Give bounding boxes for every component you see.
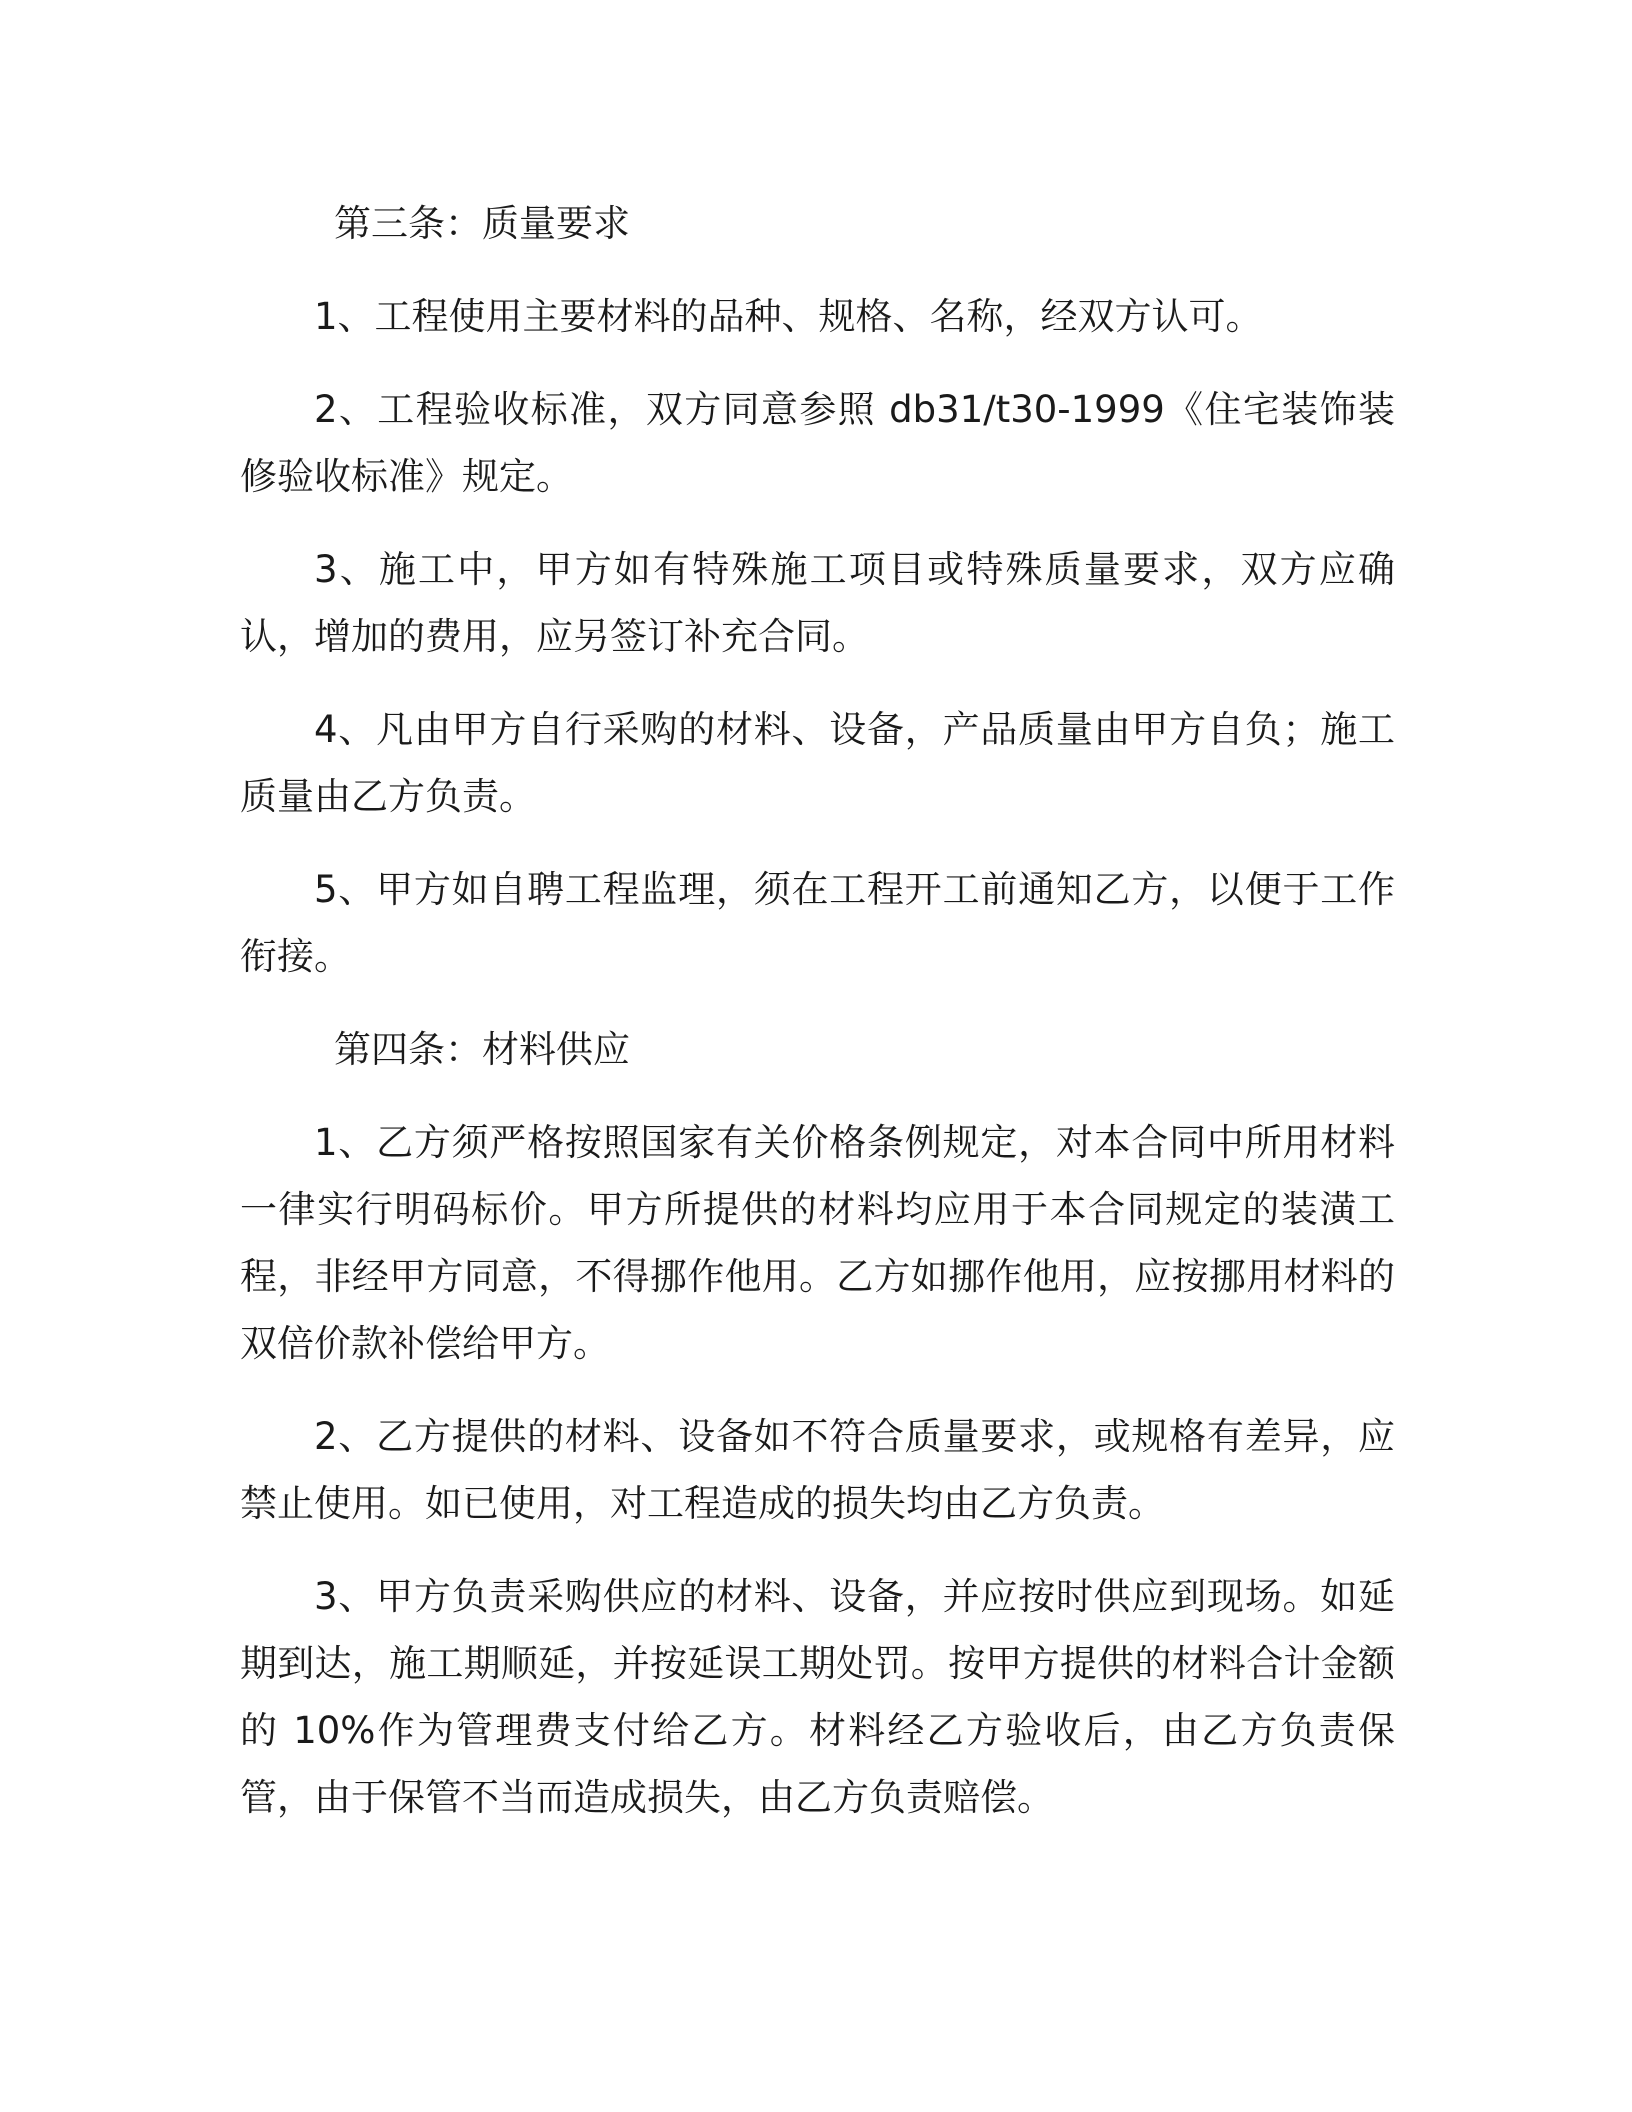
paragraph: 3、甲方负责采购供应的材料、设备，并应按时供应到现场。如延期到达，施工期顺延，并按延误工期处罚。按甲方提供的材料合计金额的 10%作为管理费支付给乙方。材料经乙方验收后，由乙方负责保管，由于保管不当而造成损失，由乙方负责赔偿。 <box>240 1575 1395 1819</box>
section-heading-article-4: 第四条：材料供应 <box>334 1028 630 1071</box>
document-body <box>240 190 1395 1857</box>
paragraph: 1、乙方须严格按照国家有关价格条例规定，对本合同中所用材料一律实行明码标价。甲方所提供的材料均应用于本合同规定的装潢工程，非经甲方同意，不得挪作他用。乙方如挪作他用，应按挪用材料的双倍价款补偿给甲方。 <box>240 1121 1395 1365</box>
paragraph: 4、凡由甲方自行采购的材料、设备，产品质量由甲方自负；施工质量由乙方负责。 <box>240 708 1395 818</box>
paragraph: 3、施工中，甲方如有特殊施工项目或特殊质量要求，双方应确认，增加的费用，应另签订补充合同。 <box>240 548 1395 658</box>
section-heading-article-3: 第三条：质量要求 <box>334 202 630 245</box>
paragraph: 5、甲方如自聘工程监理，须在工程开工前通知乙方，以便于工作衔接。 <box>240 868 1395 978</box>
paragraph: 2、乙方提供的材料、设备如不符合质量要求，或规格有差异，应禁止使用。如已使用，对工程造成的损失均由乙方负责。 <box>240 1415 1395 1525</box>
paragraph: 1、工程使用主要材料的品种、规格、名称，经双方认可。 <box>314 295 1263 338</box>
paragraph: 2、工程验收标准，双方同意参照 db31/t30-1999《住宅装饰装修验收标准》规定。 <box>240 388 1395 498</box>
